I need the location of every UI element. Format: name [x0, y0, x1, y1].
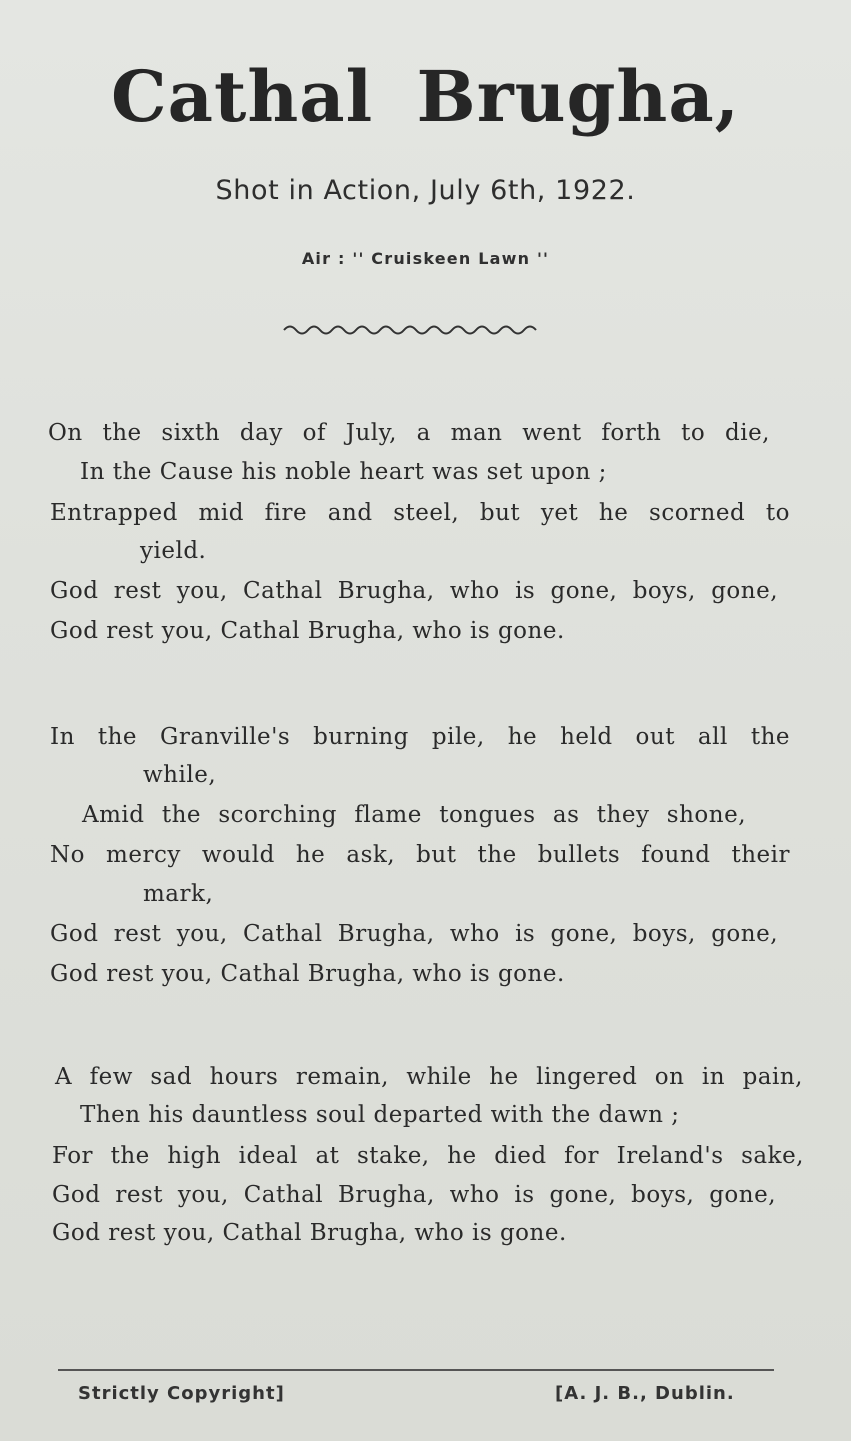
verse-line: In the Cause his noble heart was set upon ; [80, 459, 607, 485]
subtitle: Shot in Action, July 6th, 1922. [215, 175, 636, 206]
verse-line: God rest you, Cathal Brugha, who is gone. [50, 961, 565, 987]
wavy-divider [282, 322, 544, 338]
verse-line: God rest you, Cathal Brugha, who is gone. [52, 1220, 567, 1246]
verse-line: On the sixth day of July, a man went forth to die, [48, 420, 770, 446]
verse-line: God rest you, Cathal Brugha, who is gone, boys, gone, [50, 921, 778, 947]
verse-line: A few sad hours remain, while he lingered on in pain, [55, 1064, 803, 1090]
verse-line: while, [143, 762, 217, 788]
verse-line: Amid the scorching flame tongues as they shone, [82, 802, 746, 828]
verse-line: yield. [140, 538, 207, 564]
verse-line: In the Granville's burning pile, he held out all the [50, 724, 790, 750]
verse-line: God rest you, Cathal Brugha, who is gone. [50, 618, 565, 644]
verse-line: God rest you, Cathal Brugha, who is gone, boys, gone, [50, 578, 778, 604]
verse-line: God rest you, Cathal Brugha, who is gone, boys, gone, [52, 1182, 776, 1208]
air-note: Air : '' Cruiskeen Lawn '' [301, 249, 550, 268]
copyright-note: Strictly Copyright] [78, 1383, 285, 1404]
page-title: Cathal Brugha, [110, 55, 741, 138]
verse-line: Entrapped mid fire and steel, but yet he scorned to [50, 500, 790, 526]
verse-line: For the high ideal at stake, he died for Ireland's sake, [52, 1143, 804, 1169]
verse-line: Then his dauntless soul departed with the dawn ; [80, 1102, 680, 1128]
verse-line: mark, [143, 881, 214, 907]
verse-line: No mercy would he ask, but the bullets found their [50, 842, 790, 868]
footer-rule [58, 1369, 774, 1371]
publisher-note: [A. J. B., Dublin. [555, 1383, 735, 1404]
